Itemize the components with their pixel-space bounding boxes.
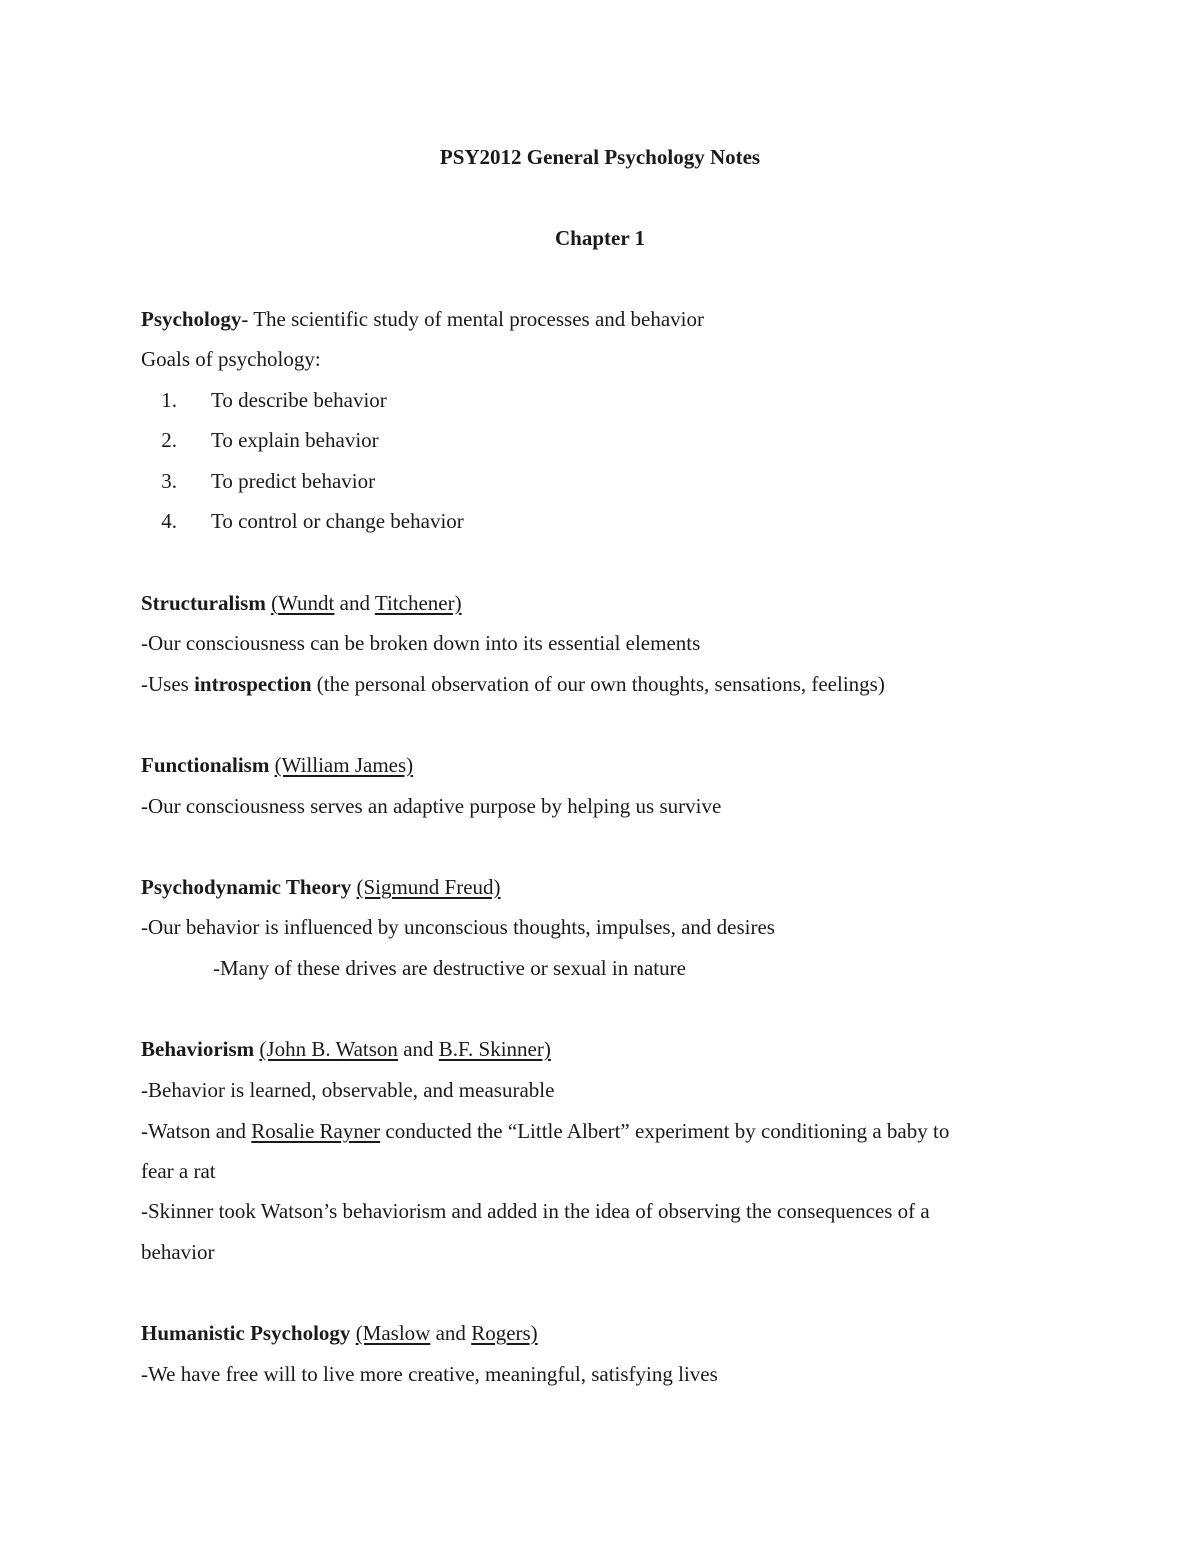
goal-list-item <box>141 427 379 453</box>
goal-text: To predict behavior <box>211 469 376 493</box>
humanistic-heading <box>141 1320 538 1346</box>
behaviorism-little-albert-point <box>141 1118 949 1144</box>
psychology-definition: - The scientific study of mental processes and behavior <box>241 307 704 331</box>
document-title: PSY2012 General Psychology Notes <box>439 145 761 169</box>
goal-text: To control or change behavior <box>211 509 464 533</box>
goal-number: 2. <box>161 428 177 452</box>
person-titchener: Titchener) <box>374 591 462 615</box>
humanistic-point: -We have free will to live more creative, meaningful, satisfying lives <box>141 1362 718 1386</box>
structuralism-term: Structuralism <box>141 591 266 615</box>
behaviorism-point-continued: behavior <box>141 1240 215 1264</box>
person-wundt: Wundt <box>278 591 335 615</box>
psychology-definition-line <box>141 306 704 332</box>
goal-number: 3. <box>161 469 177 493</box>
point-suffix: (the personal observation of our own thoughts, sensations, feelings) <box>311 672 885 696</box>
goal-list-item <box>141 468 375 494</box>
person-bf-skinner: B.F. Skinner) <box>438 1037 551 1061</box>
point-suffix: conducted the “Little Albert” experiment by conditioning a baby to <box>380 1119 950 1143</box>
conjunction: and <box>334 591 375 615</box>
person-rosalie-rayner: Rosalie Rayner <box>251 1119 381 1143</box>
person-john-watson: (John B. Watson <box>259 1037 398 1061</box>
structuralism-paren: ( <box>271 591 279 615</box>
goal-list-item <box>141 508 464 534</box>
chapter-heading: Chapter 1 <box>554 226 646 250</box>
functionalism-point: -Our consciousness serves an adaptive purpose by helping us survive <box>141 794 722 818</box>
goals-heading: Goals of psychology: <box>141 347 321 371</box>
humanistic-term: Humanistic Psychology <box>141 1321 351 1345</box>
psychodynamic-term: Psychodynamic Theory <box>141 875 352 899</box>
functionalism-term: Functionalism <box>141 753 270 777</box>
introspection-term: introspection <box>194 672 312 696</box>
person-maslow: (Maslow <box>355 1321 431 1345</box>
conjunction: and <box>397 1037 439 1061</box>
point-prefix: -Uses <box>141 672 195 696</box>
behaviorism-skinner-point: -Skinner took Watson’s behaviorism and added in the idea of observing the consequences of a <box>141 1199 930 1223</box>
behaviorism-term: Behaviorism <box>141 1037 255 1061</box>
goal-number: 1. <box>161 388 177 412</box>
person-rogers: Rogers) <box>471 1321 538 1345</box>
person-sigmund-freud: (Sigmund Freud) <box>356 875 501 899</box>
goal-text: To describe behavior <box>211 388 387 412</box>
structuralism-heading <box>141 590 462 616</box>
psychodynamic-point: -Our behavior is influenced by unconscious thoughts, impulses, and desires <box>141 915 775 939</box>
psychodynamic-subpoint: -Many of these drives are destructive or sexual in nature <box>213 956 686 980</box>
structuralism-introspection-point <box>141 671 885 697</box>
person-william-james: (William James) <box>274 753 414 777</box>
structuralism-point: -Our consciousness can be broken down into its essential elements <box>141 631 701 655</box>
point-prefix: -Watson and <box>141 1119 252 1143</box>
conjunction: and <box>430 1321 472 1345</box>
psychodynamic-heading <box>141 874 501 900</box>
goal-list-item <box>141 387 387 413</box>
functionalism-heading <box>141 752 413 778</box>
goal-text: To explain behavior <box>211 428 379 452</box>
behaviorism-point: -Behavior is learned, observable, and measurable <box>141 1078 555 1102</box>
psychology-term: Psychology <box>141 307 242 331</box>
behaviorism-heading <box>141 1036 551 1062</box>
behaviorism-point-continued: fear a rat <box>141 1159 216 1183</box>
goal-number: 4. <box>161 509 177 533</box>
